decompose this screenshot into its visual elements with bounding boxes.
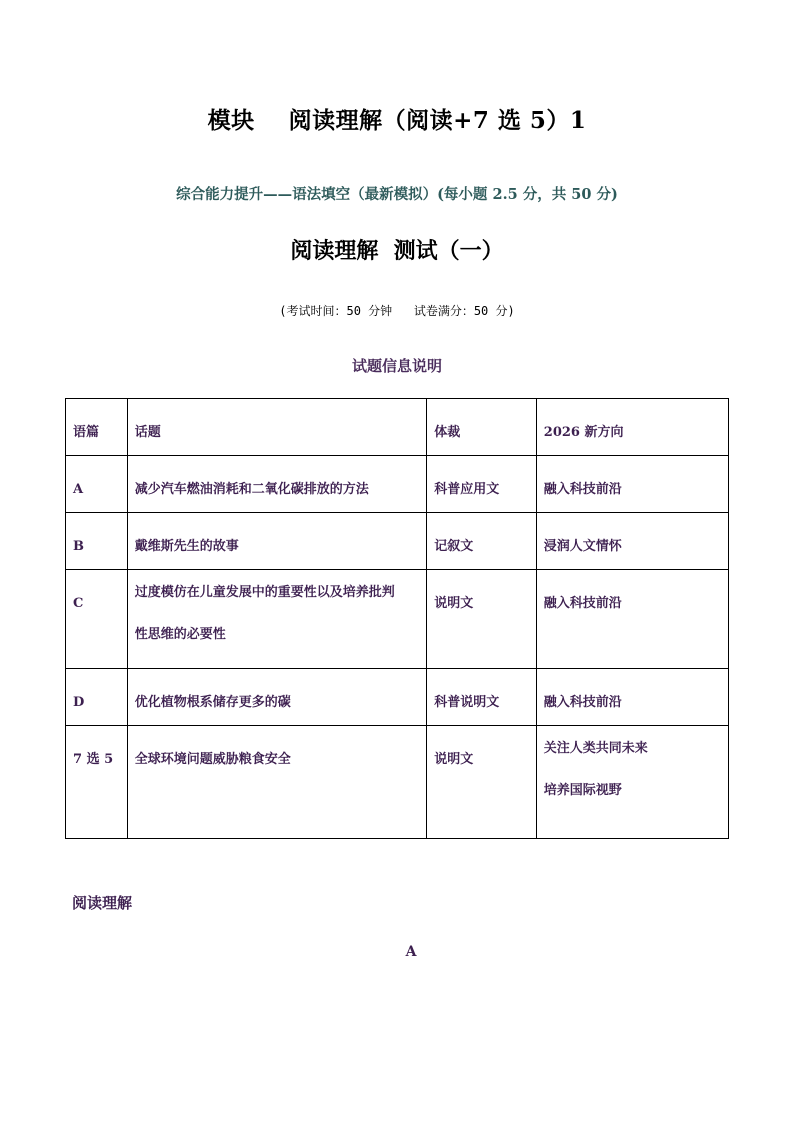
- main-title: 模块 阅读理解（阅读+7 选 5）1: [207, 107, 587, 134]
- column-header-topic: 话题: [127, 399, 426, 456]
- cell-genre: 科普说明文: [427, 669, 537, 726]
- cell-passage: C: [66, 570, 128, 669]
- cell-genre: 说明文: [427, 570, 537, 669]
- cell-direction: 浸润人文情怀: [536, 513, 728, 570]
- cell-topic: 优化植物根系储存更多的碳: [127, 669, 426, 726]
- cell-passage: 7 选 5: [66, 726, 128, 839]
- info-table: [65, 398, 729, 839]
- column-header-genre: 体裁: [427, 399, 537, 456]
- cell-direction: 融入科技前沿: [536, 570, 728, 669]
- cell-passage: A: [66, 456, 128, 513]
- table-row: [66, 456, 729, 513]
- topic-line: 性思维的必要性: [134, 627, 226, 642]
- table-row: [66, 570, 729, 669]
- direction-line: 培养国际视野: [543, 783, 622, 798]
- column-header-passage: 语篇: [66, 399, 128, 456]
- topic-line: 过度模仿在儿童发展中的重要性以及培养批判: [134, 585, 395, 600]
- cell-genre: 科普应用文: [427, 456, 537, 513]
- cell-passage: D: [66, 669, 128, 726]
- table-row: [66, 726, 729, 839]
- cell-topic: 戴维斯先生的故事: [127, 513, 426, 570]
- cell-topic: 全球环境问题威胁粮食安全: [127, 726, 426, 839]
- subtitle: 综合能力提升——语法填空（最新模拟）(每小题 2.5 分，共 50 分): [176, 186, 618, 203]
- cell-genre: 说明文: [427, 726, 537, 839]
- table-row: [66, 669, 729, 726]
- column-header-direction: 2026 新方向: [536, 399, 728, 456]
- cell-topic: [127, 570, 426, 669]
- direction-line: 关注人类共同未来: [543, 741, 648, 756]
- cell-direction: 融入科技前沿: [536, 456, 728, 513]
- cell-topic: 减少汽车燃油消耗和二氧化碳排放的方法: [127, 456, 426, 513]
- cell-passage: B: [66, 513, 128, 570]
- section-title: 阅读理解: [72, 894, 133, 912]
- cell-genre: 记叙文: [427, 513, 537, 570]
- exam-info: (考试时间：50 分钟 试卷满分：50 分): [279, 304, 515, 318]
- cell-direction: 融入科技前沿: [536, 669, 728, 726]
- table-row: [66, 513, 729, 570]
- cell-direction: [536, 726, 728, 839]
- table-header-row: [66, 399, 729, 456]
- test-title: 阅读理解 测试（一）: [290, 238, 504, 264]
- passage-letter: A: [405, 944, 417, 960]
- info-table-heading: 试题信息说明: [351, 357, 442, 375]
